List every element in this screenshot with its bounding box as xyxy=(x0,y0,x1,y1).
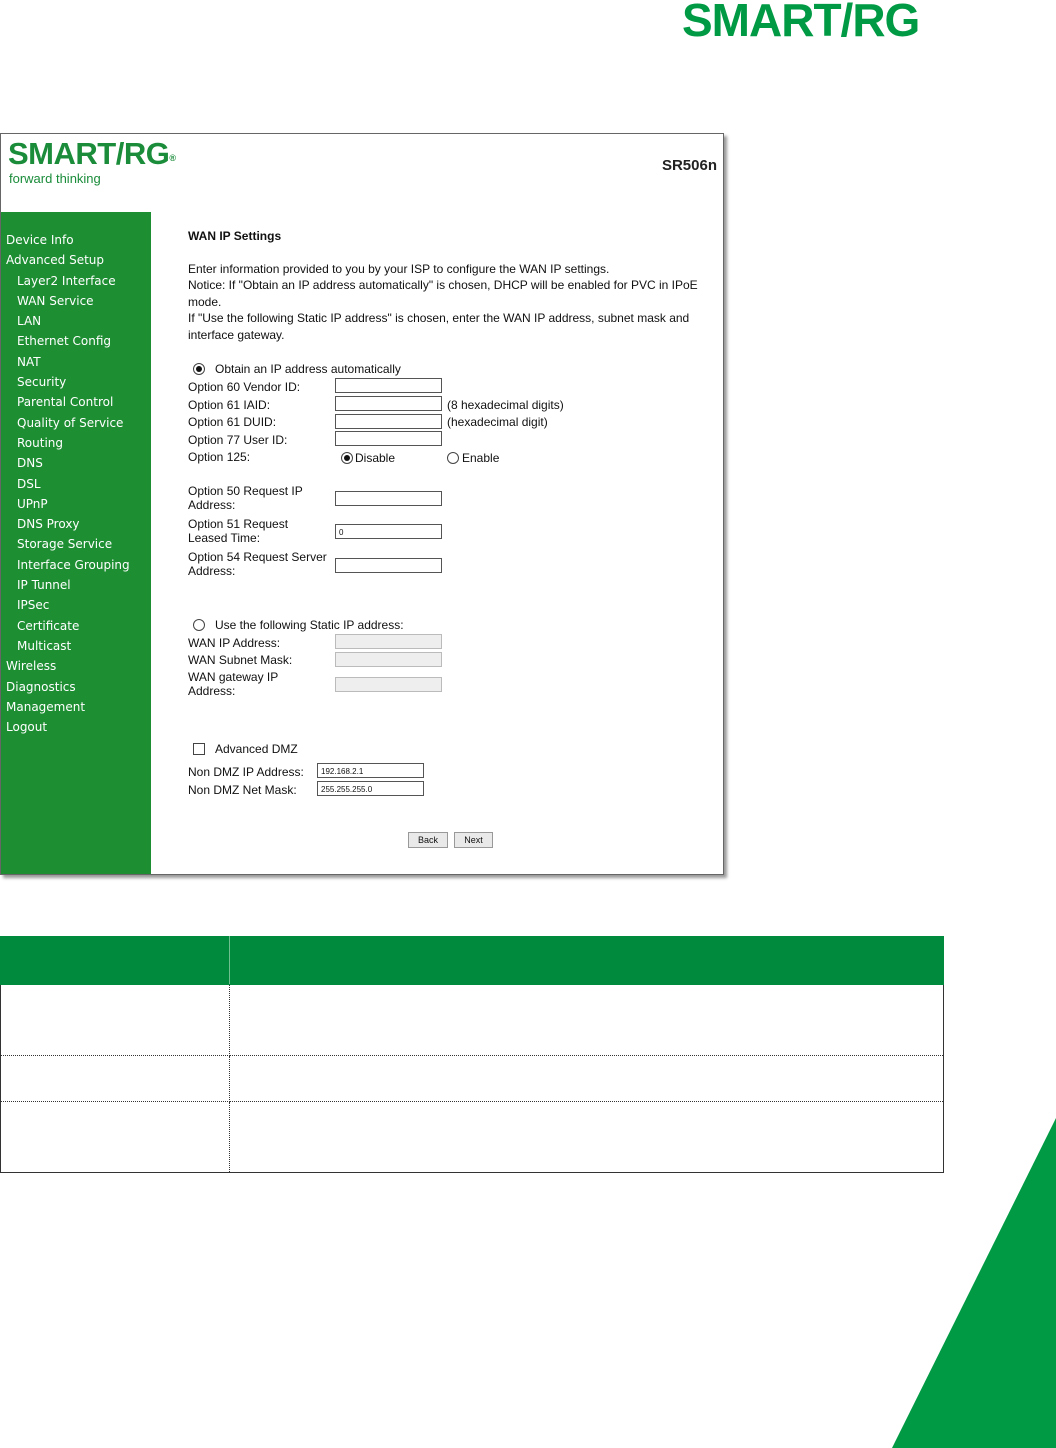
model-name: SR506n xyxy=(661,157,717,174)
non-dmz-ip-label: Non DMZ IP Address: xyxy=(188,765,304,779)
sidebar-item-ipsec[interactable]: IPSec xyxy=(17,598,50,613)
wan-gateway-input[interactable] xyxy=(335,677,442,692)
opt125-disable-label: Disable xyxy=(355,451,396,465)
sidebar-menu xyxy=(1,212,151,737)
wan-ip-input[interactable] xyxy=(335,634,442,649)
notice-text: Notice: If "Obtain an IP address automatically" is chosen, DHCP will be enabled for PVC in IPoE mode. xyxy=(188,278,698,309)
sidebar-item-device-info[interactable]: Device Info xyxy=(6,233,74,247)
sidebar-item-security[interactable]: Security xyxy=(17,375,67,390)
opt60-input[interactable] xyxy=(335,378,442,393)
opt125-disable-radio[interactable] xyxy=(341,452,353,464)
sidebar-item-wireless[interactable]: Wireless xyxy=(6,659,57,674)
sidebar-item-advanced-setup[interactable]: Advanced Setup xyxy=(6,253,105,268)
sidebar-item-upnp[interactable]: UPnP xyxy=(17,496,48,511)
sidebar-item-management[interactable]: Management xyxy=(6,699,86,714)
obtain-auto-radio[interactable] xyxy=(193,363,205,375)
obtain-auto-label: Obtain an IP address automatically xyxy=(215,362,401,376)
sidebar-item-routing[interactable]: Routing xyxy=(17,435,64,450)
sidebar-item-ethernet-config[interactable]: Ethernet Config xyxy=(17,334,112,349)
table-header-cell xyxy=(230,937,944,985)
intro-text: Enter information provided to you by your ISP to configure the WAN IP settings. xyxy=(188,262,610,276)
static-ip-label: Use the following Static IP address: xyxy=(215,618,404,632)
router-tagline: forward thinking xyxy=(9,171,101,186)
table-header-row xyxy=(1,937,944,985)
page-title: WAN IP Settings xyxy=(188,229,282,243)
sidebar-item-wan-service[interactable]: WAN Service xyxy=(17,293,94,308)
sidebar-item-ip-tunnel[interactable]: IP Tunnel xyxy=(17,578,71,593)
opt125-enable-label: Enable xyxy=(462,451,500,465)
table-cell xyxy=(1,985,230,1056)
sidebar-item-multicast[interactable]: Multicast xyxy=(17,638,72,653)
opt61-duid-hint: (hexadecimal digit) xyxy=(447,415,548,429)
opt61-iaid-hint: (8 hexadecimal digits) xyxy=(447,398,564,412)
opt61-duid-label: Option 61 DUID: xyxy=(188,415,277,429)
wan-gateway-label: WAN gateway IP Address: xyxy=(188,670,279,698)
wan-mask-label: WAN Subnet Mask: xyxy=(188,653,293,667)
non-dmz-mask-input[interactable]: 255.255.255.0 xyxy=(317,781,424,796)
router-header xyxy=(1,134,723,212)
sidebar-item-diagnostics[interactable]: Diagnostics xyxy=(6,679,76,694)
opt51-input[interactable]: 0 xyxy=(335,524,442,539)
opt54-label: Option 54 Request Server Address: xyxy=(188,550,327,578)
sidebar-item-certificate[interactable]: Certificate xyxy=(17,618,80,633)
sidebar-item-nat[interactable]: NAT xyxy=(17,354,41,369)
opt125-label: Option 125: xyxy=(188,450,251,464)
sidebar-item-dns[interactable]: DNS xyxy=(17,456,43,471)
sidebar xyxy=(1,212,151,874)
advanced-dmz-checkbox[interactable] xyxy=(193,743,205,755)
table-cell xyxy=(1,1056,230,1102)
opt50-input[interactable] xyxy=(335,491,442,506)
sidebar-item-layer2-interface[interactable]: Layer2 Interface xyxy=(17,273,116,288)
brand-logo: SMART/RG xyxy=(682,0,920,46)
notice-static-text: If "Use the following Static IP address" is chosen, enter the WAN IP address, subnet mask and interface gateway. xyxy=(188,311,690,342)
opt61-duid-input[interactable] xyxy=(335,414,442,429)
wan-ip-label: WAN IP Address: xyxy=(188,636,281,650)
table-row xyxy=(1,1102,944,1173)
opt61-iaid-label: Option 61 IAID: xyxy=(188,398,271,412)
next-button[interactable]: Next xyxy=(454,832,493,848)
table-row xyxy=(1,985,944,1056)
table-cell xyxy=(230,1056,944,1102)
sidebar-item-logout[interactable]: Logout xyxy=(6,720,48,735)
sidebar-item-quality-of-service[interactable]: Quality of Service xyxy=(17,415,124,430)
table-row xyxy=(1,1056,944,1102)
field-description-table xyxy=(0,936,944,1173)
opt50-label: Option 50 Request IP Address: xyxy=(188,484,303,512)
non-dmz-ip-input[interactable]: 192.168.2.1 xyxy=(317,763,424,778)
opt54-input[interactable] xyxy=(335,558,442,573)
opt77-label: Option 77 User ID: xyxy=(188,433,288,447)
table-cell xyxy=(230,1102,944,1173)
opt61-iaid-input[interactable] xyxy=(335,396,442,411)
back-button[interactable]: Back xyxy=(408,832,448,848)
router-screenshot xyxy=(0,133,724,875)
advanced-dmz-label: Advanced DMZ xyxy=(215,742,298,756)
sidebar-item-interface-grouping[interactable]: Interface Grouping xyxy=(17,557,130,572)
opt125-enable-radio[interactable] xyxy=(447,452,459,464)
sidebar-item-dns-proxy[interactable]: DNS Proxy xyxy=(17,517,80,532)
opt60-label: Option 60 Vendor ID: xyxy=(188,380,301,394)
opt77-input[interactable] xyxy=(335,431,442,446)
non-dmz-mask-label: Non DMZ Net Mask: xyxy=(188,783,297,797)
table-header-cell xyxy=(1,937,230,985)
sidebar-item-storage-service[interactable]: Storage Service xyxy=(17,537,113,552)
table-cell xyxy=(1,1102,230,1173)
wan-mask-input[interactable] xyxy=(335,652,442,667)
opt51-label: Option 51 Request Leased Time: xyxy=(188,517,289,545)
sidebar-item-parental-control[interactable]: Parental Control xyxy=(17,395,114,410)
sidebar-item-lan[interactable]: LAN xyxy=(17,314,42,329)
router-logo: SMART/RG® xyxy=(8,136,176,171)
sidebar-item-dsl[interactable]: DSL xyxy=(17,476,41,491)
static-ip-radio[interactable] xyxy=(193,619,205,631)
table-cell xyxy=(230,985,944,1056)
